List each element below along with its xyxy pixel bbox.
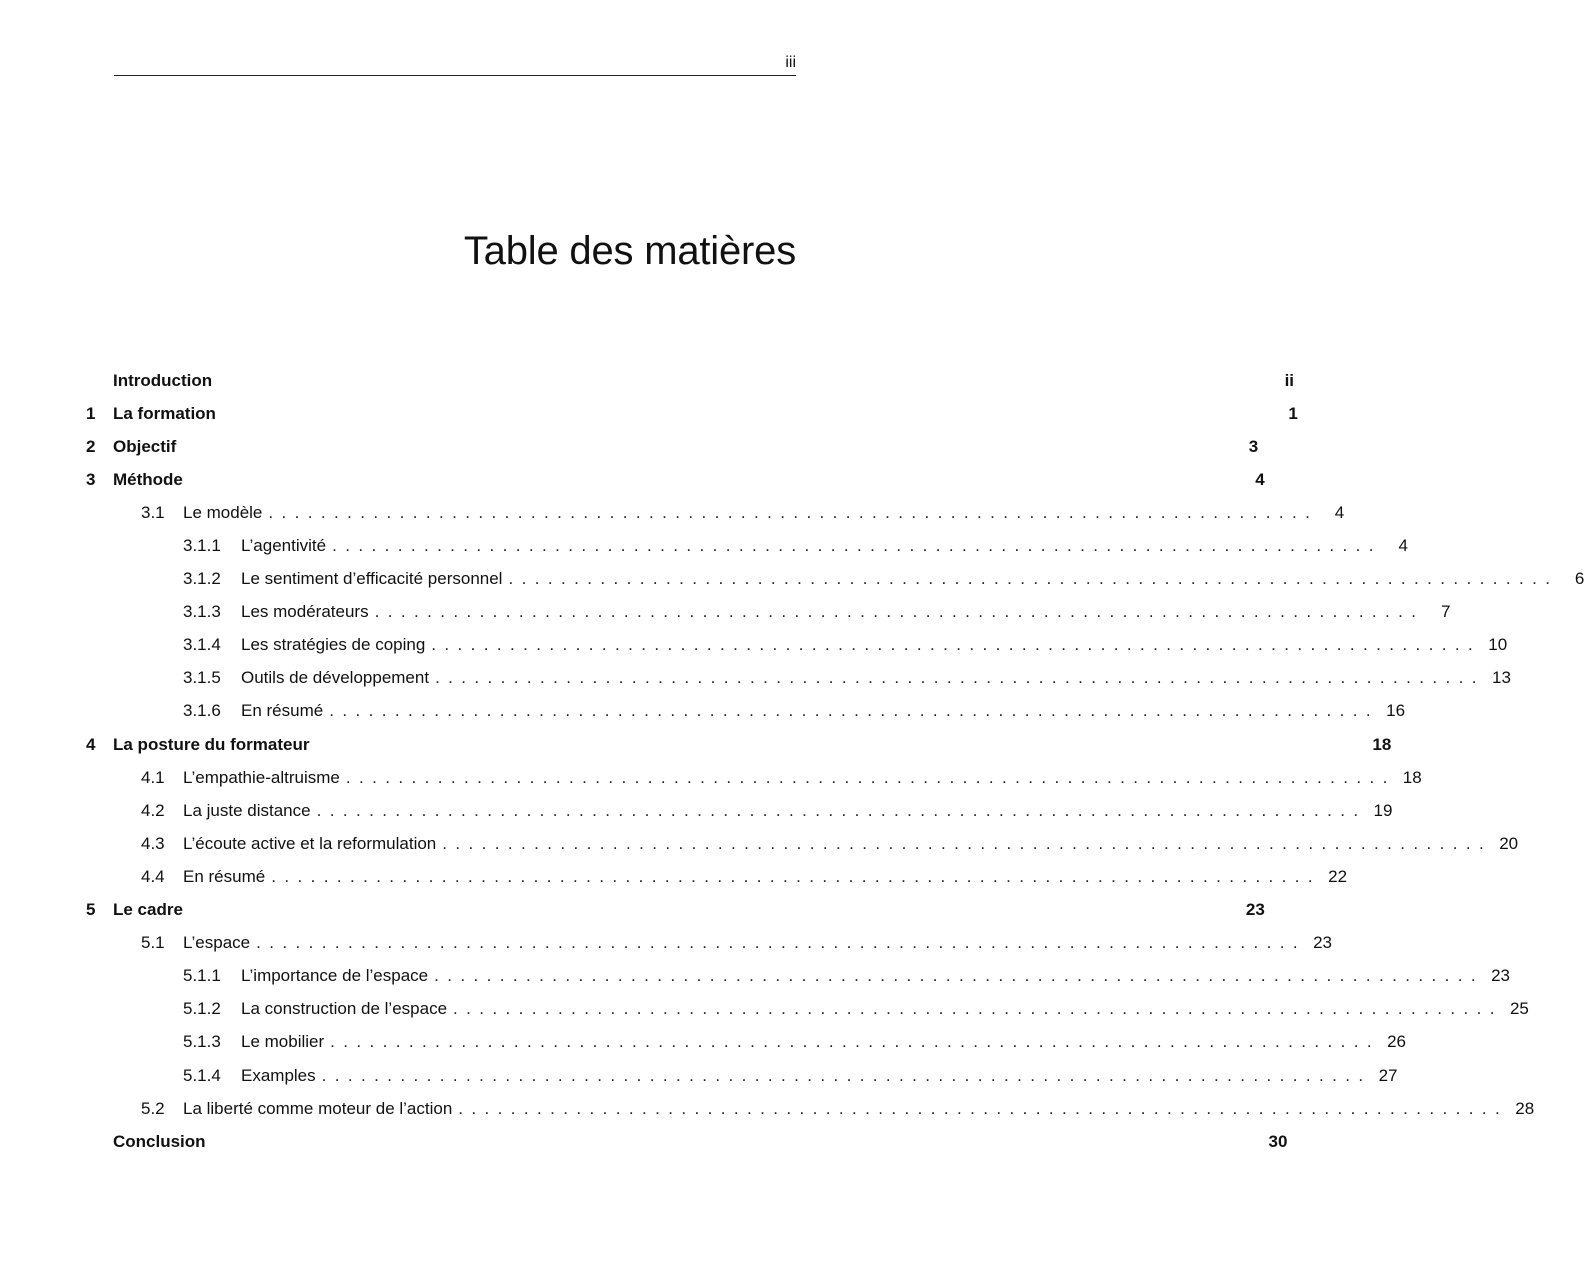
toc-entry-number: 4.4 [141, 866, 165, 886]
toc-entry-label: L’empathie-altruisme [183, 767, 340, 787]
toc-entry-section[interactable] [86, 496, 1345, 529]
toc-entry-number: 4 [86, 734, 96, 754]
toc-entry-number: 3.1.3 [183, 602, 221, 622]
toc-entry-number: 3.1.4 [183, 635, 221, 655]
toc-entry-page-number: 19 [1373, 800, 1393, 820]
toc-entry-page-number: 4 [1398, 536, 1408, 556]
toc-entry-subsection[interactable] [86, 993, 1529, 1026]
toc-entry-page-number: 3 [1248, 436, 1259, 456]
toc-entry-section[interactable] [86, 860, 1348, 893]
toc-entry-label: La liberté comme moteur de l’action [183, 1098, 453, 1118]
toc-entry-subsection[interactable] [86, 1059, 1398, 1092]
toc-entry-page-number: 30 [1268, 1131, 1288, 1151]
toc-entry-page-number: 23 [1491, 966, 1510, 986]
toc-entry-label: Outils de développement [241, 668, 430, 688]
toc-entry-number: 1 [86, 403, 96, 423]
toc-entry-number: 5.1.3 [183, 1032, 221, 1052]
dot-leader: ................................................................................ [453, 999, 1503, 1019]
toc-entry-label: Objectif [113, 436, 177, 456]
toc-entry-chapter[interactable] [86, 364, 1295, 397]
toc-entry-page-number: 18 [1402, 767, 1422, 787]
dot-leader: ................................................................................ [431, 635, 1482, 655]
toc-entry-label: Les stratégies de coping [241, 635, 426, 655]
toc-entry-chapter[interactable] [86, 728, 1392, 761]
toc-entry-subsection[interactable] [86, 1026, 1407, 1059]
toc-entry-label: Le cadre [113, 900, 183, 920]
toc-entry-number: 5 [86, 900, 96, 920]
toc-entry-page-number: 10 [1488, 635, 1508, 655]
toc-entry-label: L’espace [183, 933, 251, 953]
toc-entry-page-number: 20 [1499, 833, 1519, 853]
toc-entry-number: 5.1 [141, 933, 165, 953]
toc-entry-subsection[interactable] [86, 629, 1508, 662]
toc-entry-label: La formation [113, 403, 216, 423]
toc-entry-chapter[interactable] [86, 894, 1265, 927]
toc-entry-label: Le modèle [183, 502, 263, 522]
toc-entry-label: Le sentiment d’efficacité personnel [241, 569, 503, 589]
toc-entry-section[interactable] [86, 794, 1393, 827]
toc-entry-number: 3.1 [141, 502, 165, 522]
dot-leader: ................................................................................ [442, 833, 1493, 853]
toc-entry-number: 3 [86, 469, 96, 489]
toc-entry-label: Introduction [113, 370, 213, 390]
toc-entry-page-number: 16 [1386, 701, 1406, 721]
toc-entry-label: Méthode [113, 469, 183, 489]
toc-entry-chapter[interactable] [86, 397, 1298, 430]
toc-entry-number: 5.2 [141, 1098, 165, 1118]
toc-entry-subsection[interactable] [86, 695, 1406, 728]
toc-entry-number: 4.2 [141, 800, 165, 820]
toc-entry-section[interactable] [86, 827, 1519, 860]
dot-leader: ................................................................................ [330, 1032, 1381, 1052]
toc-entry-number: 5.1.2 [183, 999, 221, 1019]
toc-entry-subsection[interactable] [86, 960, 1510, 993]
dot-leader: ................................................................................ [332, 536, 1382, 556]
toc-entry-page-number: 4 [1255, 469, 1265, 489]
dot-leader: ................................................................................ [316, 800, 1367, 820]
toc-entry-page-number: 26 [1387, 1032, 1407, 1052]
table-of-contents [86, 364, 1584, 1158]
toc-entry-section[interactable] [86, 1092, 1535, 1125]
toc-entry-page-number: 4 [1334, 502, 1345, 522]
toc-entry-label: La construction de l’espace [241, 999, 448, 1019]
dot-leader: ................................................................................ [374, 602, 1425, 622]
dot-leader: ................................................................................ [435, 668, 1485, 688]
toc-entry-subsection[interactable] [86, 529, 1408, 562]
toc-entry-page-number: 6 [1574, 569, 1584, 589]
toc-entry-subsection[interactable] [86, 563, 1584, 596]
toc-entry-number: 5.1.1 [183, 966, 221, 986]
toc-entry-section[interactable] [86, 927, 1332, 960]
toc-entry-page-number: 18 [1372, 734, 1392, 754]
dot-leader: ................................................................................ [268, 502, 1319, 522]
toc-entry-page-number: 25 [1509, 999, 1529, 1019]
toc-entry-label: La juste distance [183, 800, 311, 820]
dot-leader: ................................................................................ [256, 933, 1306, 953]
toc-entry-label: L’agentivité [241, 536, 327, 556]
running-header-page-number: iii [785, 54, 796, 71]
toc-entry-page-number: 23 [1313, 933, 1332, 953]
toc-entry-number: 5.1.4 [183, 1065, 221, 1085]
toc-entry-number: 2 [86, 436, 96, 456]
toc-entry-chapter[interactable] [86, 1125, 1288, 1158]
toc-entry-label: L’importance de l’espace [241, 966, 429, 986]
toc-entry-page-number: ii [1284, 370, 1295, 390]
toc-entry-label: L’écoute active et la reformulation [183, 833, 437, 853]
toc-entry-label: Le mobilier [241, 1032, 325, 1052]
toc-entry-number: 3.1.5 [183, 668, 221, 688]
toc-entry-label: La posture du formateur [113, 734, 310, 754]
header-rule [114, 75, 796, 76]
dot-leader: ................................................................................ [321, 1065, 1372, 1085]
dot-leader: ................................................................................ [458, 1098, 1509, 1118]
dot-leader: ................................................................................ [508, 569, 1559, 589]
toc-entry-label: Examples [241, 1065, 316, 1085]
toc-entry-label: En résumé [183, 866, 266, 886]
toc-entry-subsection[interactable] [86, 662, 1511, 695]
toc-entry-subsection[interactable] [86, 596, 1451, 629]
toc-entry-number: 3.1.1 [183, 536, 221, 556]
toc-entry-chapter[interactable] [86, 463, 1265, 496]
toc-entry-page-number: 7 [1440, 602, 1451, 622]
toc-entry-page-number: 27 [1378, 1065, 1398, 1085]
toc-entry-number: 3.1.6 [183, 701, 221, 721]
dot-leader: ................................................................................ [329, 701, 1380, 721]
dot-leader: ................................................................................ [345, 767, 1396, 787]
toc-entry-label: Conclusion [113, 1131, 206, 1151]
toc-entry-label: En résumé [241, 701, 324, 721]
toc-entry-chapter[interactable] [86, 430, 1259, 463]
toc-entry-page-number: 1 [1288, 403, 1298, 423]
toc-entry-page-number: 23 [1245, 900, 1265, 920]
toc-entry-label: Les modérateurs [241, 602, 369, 622]
dot-leader: ................................................................................ [271, 866, 1322, 886]
toc-entry-section[interactable] [86, 761, 1422, 794]
page-title: Table des matières [463, 229, 796, 273]
toc-entry-page-number: 22 [1328, 866, 1348, 886]
toc-entry-page-number: 13 [1492, 668, 1511, 688]
dot-leader: ................................................................................ [434, 966, 1484, 986]
toc-entry-number: 4.1 [141, 767, 165, 787]
toc-entry-number: 3.1.2 [183, 569, 221, 589]
toc-entry-number: 4.3 [141, 833, 165, 853]
toc-entry-page-number: 28 [1515, 1098, 1535, 1118]
